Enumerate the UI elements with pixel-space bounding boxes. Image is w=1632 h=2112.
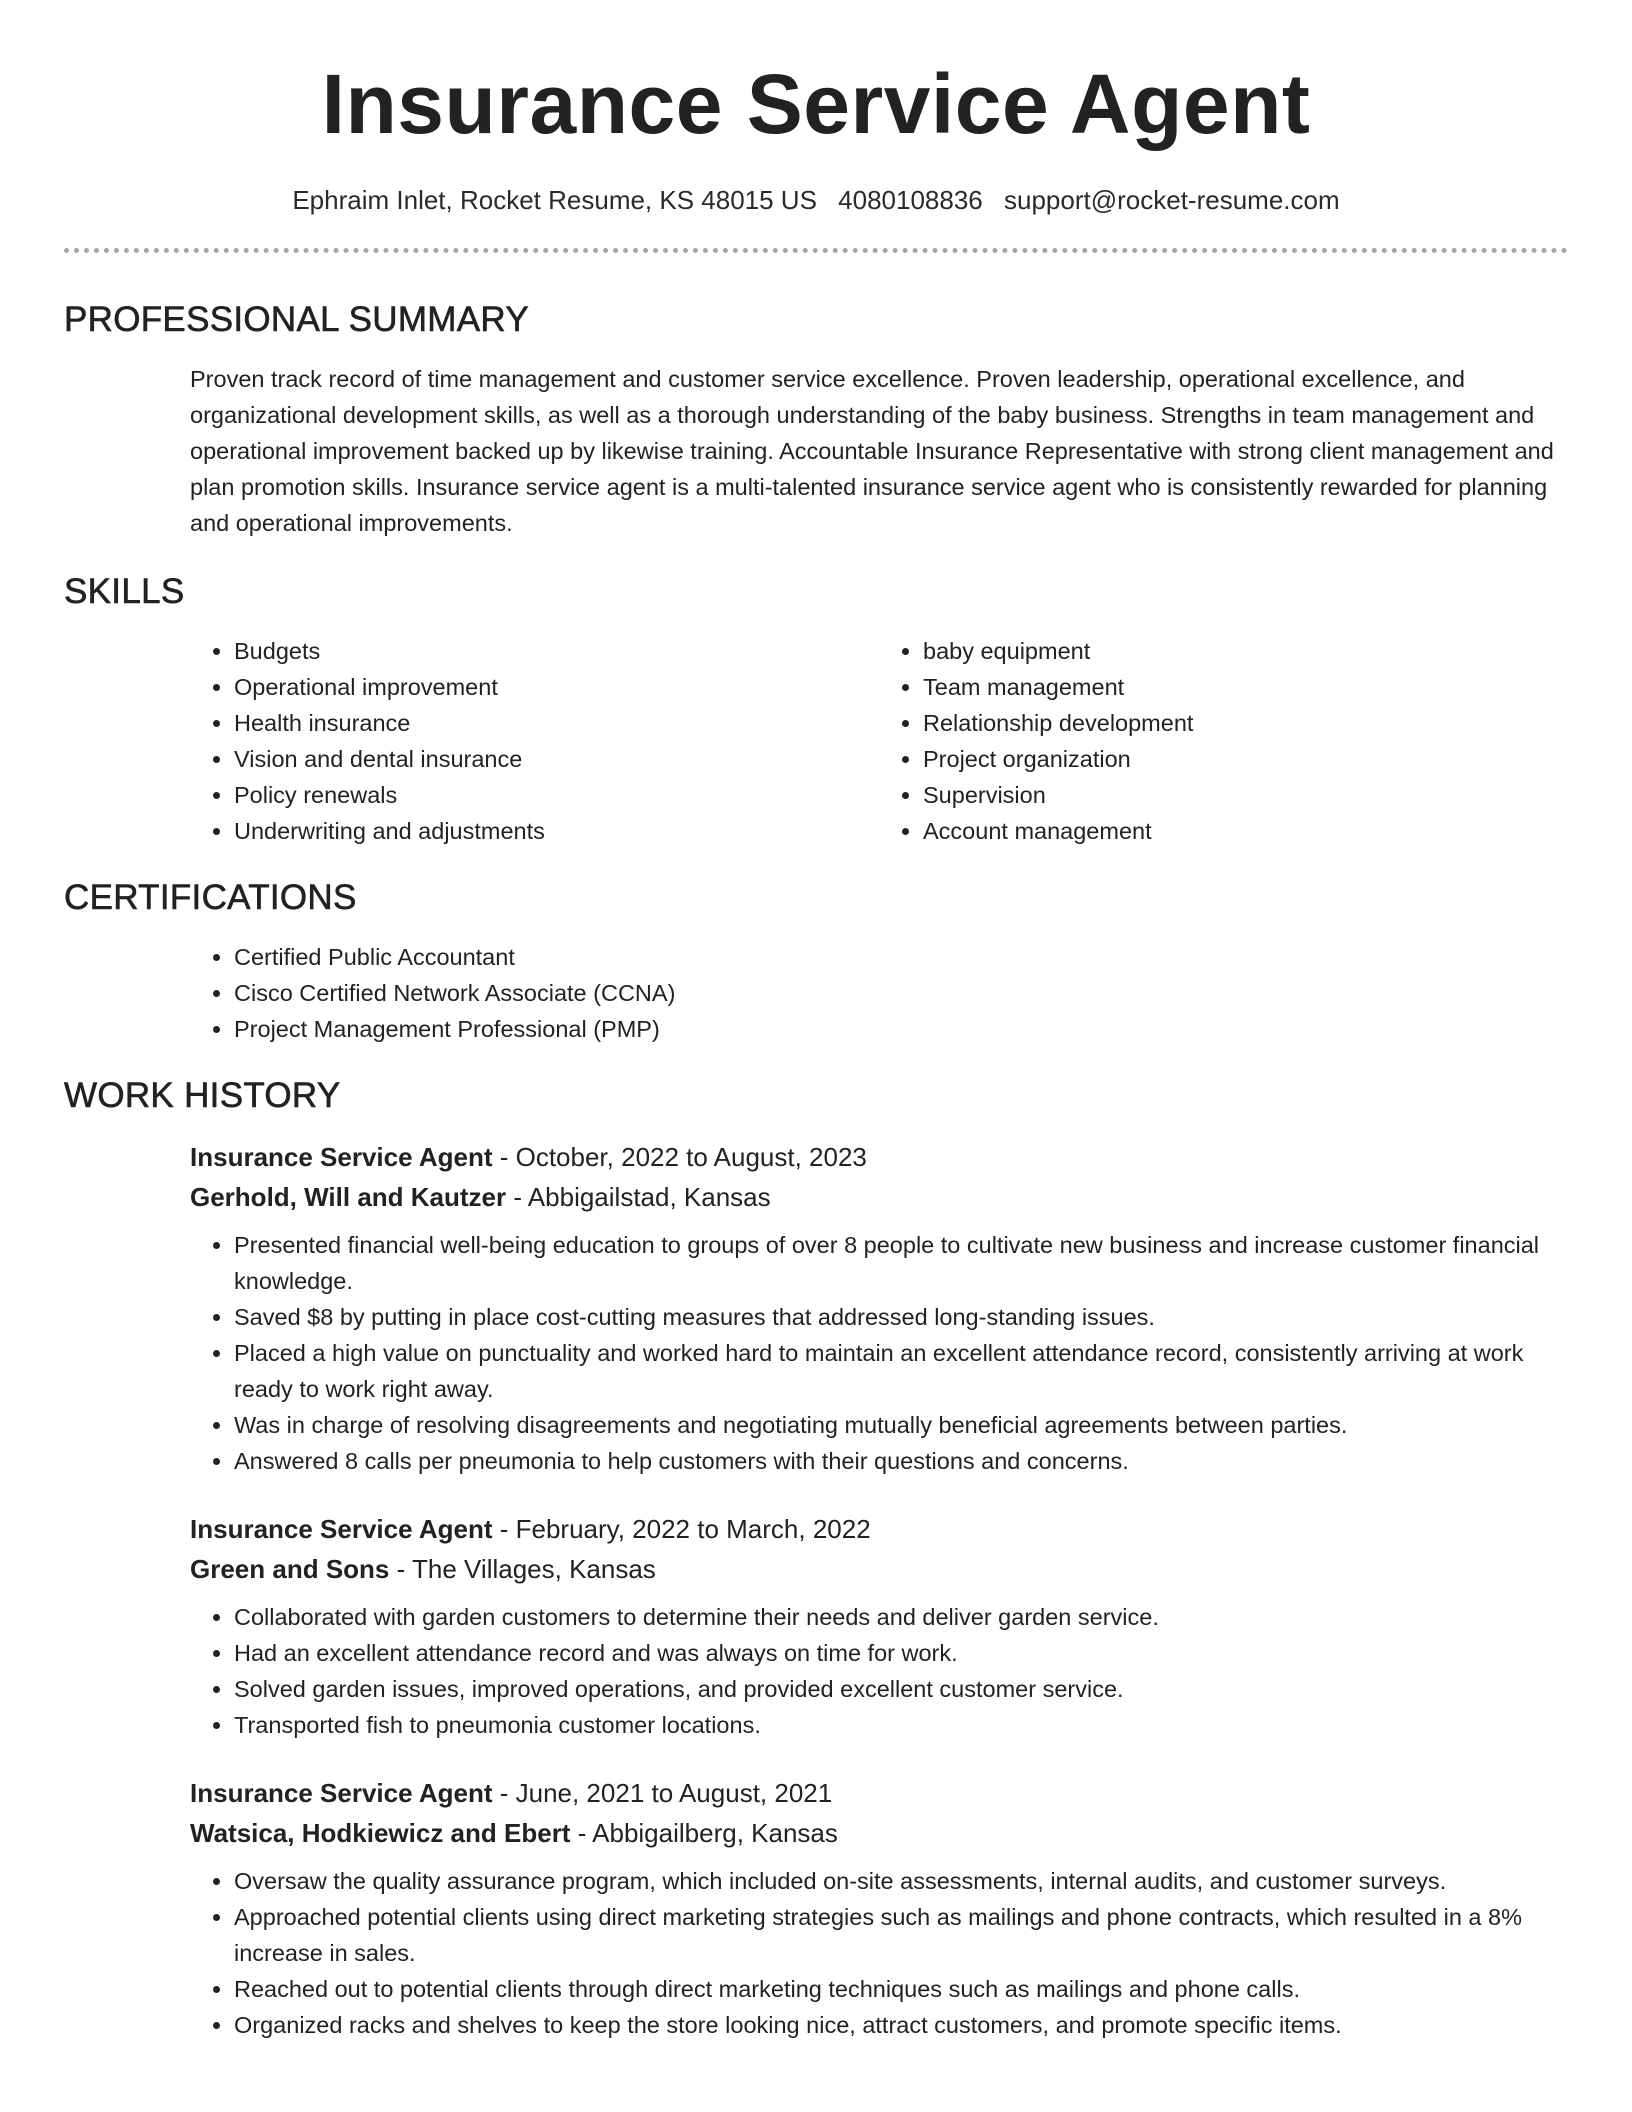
contact-email[interactable]: support@rocket-resume.com	[1004, 185, 1340, 215]
list-item: • Oversaw the quality assurance program, which included on-site assessments, internal audits, and customer surveys.	[234, 1863, 1568, 1899]
header-divider	[64, 248, 1568, 253]
list-item: • Health insurance	[234, 705, 879, 741]
section-title-work: WORK HISTORY	[64, 1076, 341, 1115]
certifications-list	[190, 939, 1568, 1047]
section-skills	[64, 569, 1568, 849]
list-item: • Answered 8 calls per pneumonia to help customers with their questions and concerns.	[234, 1443, 1568, 1479]
job-dates: - June, 2021 to August, 2021	[492, 1778, 833, 1808]
list-item: • Account management	[923, 813, 1568, 849]
job-dates: - October, 2022 to August, 2023	[492, 1142, 867, 1172]
job-role-line	[190, 1509, 1568, 1549]
job-entry	[190, 1773, 1568, 2043]
list-item: • Policy renewals	[234, 777, 879, 813]
list-item: • Budgets	[234, 633, 879, 669]
skills-list-right	[879, 633, 1568, 849]
list-item: • Project organization	[923, 741, 1568, 777]
job-role: Insurance Service Agent	[190, 1142, 493, 1172]
certifications-bullets	[190, 939, 1568, 1047]
section-certifications	[64, 875, 1568, 1047]
list-item: • Project Management Professional (PMP)	[234, 1011, 1568, 1047]
list-item: • Underwriting and adjustments	[234, 813, 879, 849]
list-item: • Supervision	[923, 777, 1568, 813]
job-company: Watsica, Hodkiewicz and Ebert	[190, 1818, 571, 1848]
list-item: • Cisco Certified Network Associate (CCNA)	[234, 975, 1568, 1011]
skills-grid	[190, 633, 1568, 849]
contact-address: Ephraim Inlet, Rocket Resume, KS 48015 US	[292, 185, 817, 215]
list-item: • Team management	[923, 669, 1568, 705]
list-item: • Placed a high value on punctuality and worked hard to maintain an excellent attendance record, consistently arriving at work ready to work right away.	[234, 1335, 1568, 1407]
job-role-line	[190, 1773, 1568, 1813]
list-item: • Approached potential clients using direct marketing strategies such as mailings and phone contracts, which resulted in a 8% increase in sales.	[234, 1899, 1568, 1971]
contact-line	[64, 182, 1568, 218]
job-company: Gerhold, Will and Kautzer	[190, 1182, 507, 1212]
list-item: • Was in charge of resolving disagreements and negotiating mutually beneficial agreements between parties.	[234, 1407, 1568, 1443]
contact-phone: 4080108836	[838, 185, 983, 215]
job-location: - The Villages, Kansas	[389, 1554, 656, 1584]
job-role: Insurance Service Agent	[190, 1514, 493, 1544]
job-bullets	[190, 1227, 1568, 1479]
job-company-line	[190, 1177, 1568, 1217]
list-item: • Solved garden issues, improved operations, and provided excellent customer service.	[234, 1671, 1568, 1707]
list-item: • Saved $8 by putting in place cost-cutting measures that addressed long-standing issues.	[234, 1299, 1568, 1335]
job-role-line	[190, 1137, 1568, 1177]
section-work-history	[64, 1073, 1568, 2043]
list-item: • baby equipment	[923, 633, 1568, 669]
job-role: Insurance Service Agent	[190, 1778, 493, 1808]
job-bullets	[190, 1863, 1568, 2043]
summary-text: Proven track record of time management and customer service excellence. Proven leadership, operational excellence, and organizational development skills, as well as a thorough understanding of the baby business. Strengths in team management and operational improvement backed up by likewise training. Accountable Insurance Representative with strong client management and plan promotion skills. Insurance service agent is a multi-talented insurance service agent who is consistently rewarded for planning and operational improvements.	[190, 366, 1554, 536]
list-item: • Operational improvement	[234, 669, 879, 705]
list-item: • Presented financial well-being education to groups of over 8 people to cultivate new business and increase customer financial knowledge.	[234, 1227, 1568, 1299]
list-item: • Reached out to potential clients through direct marketing techniques such as mailings and phone calls.	[234, 1971, 1568, 2007]
list-item: • Relationship development	[923, 705, 1568, 741]
job-company-line	[190, 1813, 1568, 1853]
list-item: • Had an excellent attendance record and was always on time for work.	[234, 1635, 1568, 1671]
list-item: • Vision and dental insurance	[234, 741, 879, 777]
section-summary	[64, 297, 1568, 541]
job-entry	[190, 1137, 1568, 1479]
skills-list-left	[190, 633, 879, 849]
list-item: • Collaborated with garden customers to determine their needs and deliver garden service.	[234, 1599, 1568, 1635]
job-company: Green and Sons	[190, 1554, 390, 1584]
job-dates: - February, 2022 to March, 2022	[492, 1514, 871, 1544]
list-item: • Transported fish to pneumonia customer locations.	[234, 1707, 1568, 1743]
job-bullets	[190, 1599, 1568, 1743]
job-location: - Abbigailberg, Kansas	[570, 1818, 838, 1848]
section-title-skills: SKILLS	[64, 572, 185, 611]
job-entry	[190, 1509, 1568, 1743]
list-item: • Organized racks and shelves to keep the store looking nice, attract customers, and promote specific items.	[234, 2007, 1568, 2043]
section-title-summary: PROFESSIONAL SUMMARY	[64, 300, 529, 339]
job-company-line	[190, 1549, 1568, 1589]
candidate-name: Insurance Service Agent	[321, 57, 1311, 151]
list-item: • Certified Public Accountant	[234, 939, 1568, 975]
section-title-certifications: CERTIFICATIONS	[64, 878, 357, 917]
job-location: - Abbigailstad, Kansas	[506, 1182, 771, 1212]
